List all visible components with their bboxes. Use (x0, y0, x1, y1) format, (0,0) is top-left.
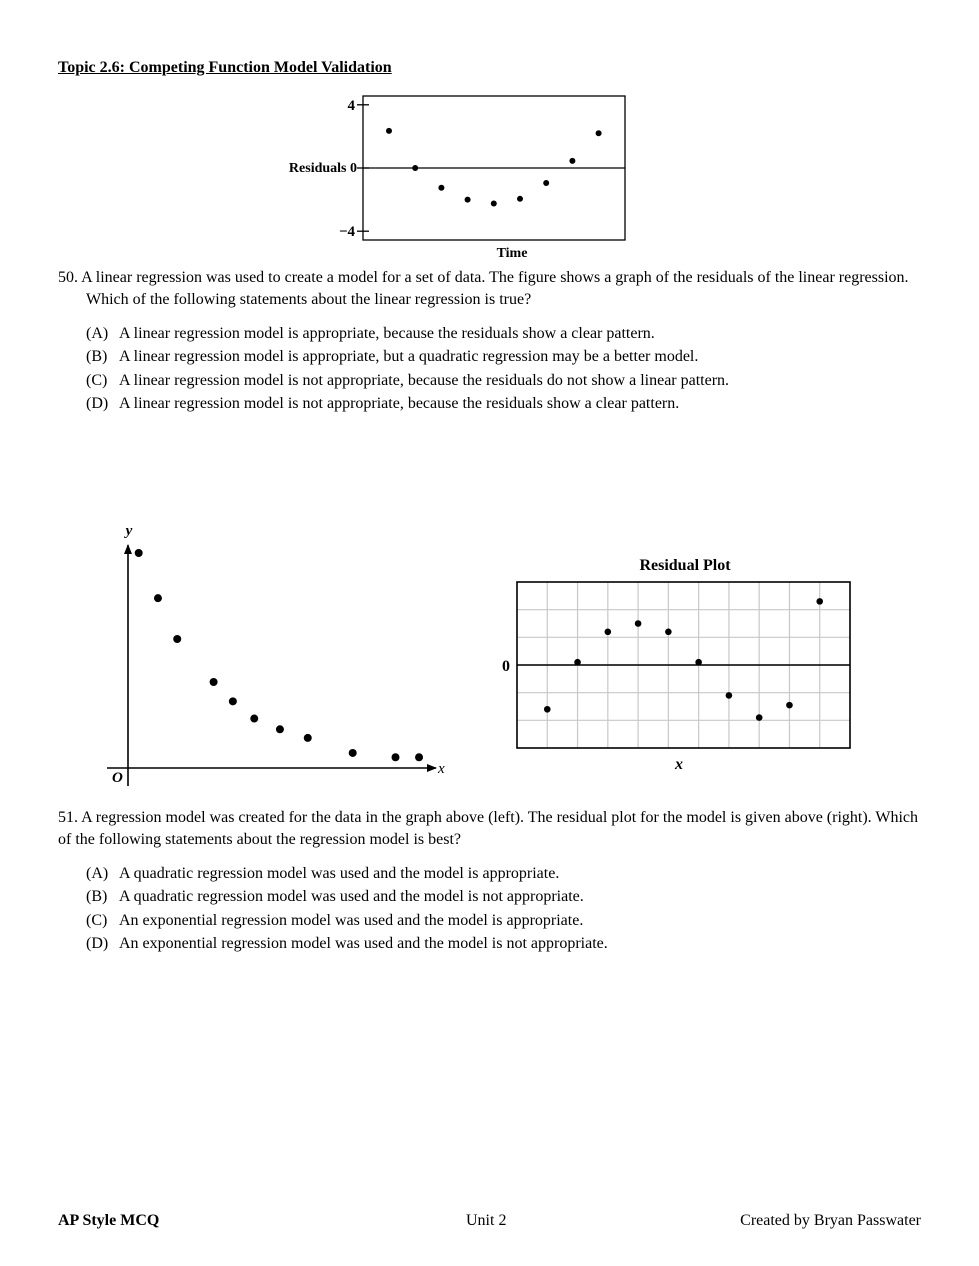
footer-author: Created by Bryan Passwater (740, 1212, 921, 1229)
svg-text:−4: −4 (338, 224, 355, 241)
origin-label: O (112, 770, 123, 786)
question-50-stem: 50. A linear regression was used to create a model for a set of data. The figure shows a graph of the residuals of the linear regression. Which of the following statements about the linear regression is true? (58, 269, 909, 308)
chart3-title: Residual Plot (639, 557, 731, 574)
choice-text: An exponential regression model was used and the model is appropriate. (119, 911, 584, 929)
data-point (816, 598, 823, 605)
data-point (415, 753, 423, 761)
choice-50-a[interactable] (86, 322, 928, 345)
chart1-points (386, 128, 602, 207)
question-51-choices (58, 862, 928, 955)
data-point (786, 702, 793, 709)
chart1-y-label: Residuals 0 (288, 161, 357, 176)
data-point (517, 196, 523, 202)
choice-text: A quadratic regression model was used and the model is not appropriate. (119, 888, 584, 906)
chart3-zero-label: 0 (502, 658, 510, 675)
choice-letter: (D) (86, 394, 109, 412)
chart2-y-label: y (125, 523, 133, 539)
chart2-x-label: x (438, 761, 445, 777)
data-point (154, 594, 162, 602)
choice-text: An exponential regression model was used and the model is not appropriate. (119, 934, 608, 952)
footer-unit: Unit 2 (466, 1212, 507, 1229)
choice-51-d[interactable] (86, 932, 928, 955)
choice-51-a[interactable] (86, 862, 928, 885)
data-point (438, 185, 444, 191)
data-point (695, 659, 702, 666)
data-point (574, 659, 581, 666)
choice-50-c[interactable] (86, 369, 928, 392)
data-scatter-chart (100, 515, 450, 790)
choice-text: A linear regression model is not appropriate, because the residuals do not show a linear pattern. (119, 371, 730, 389)
data-point (465, 197, 471, 203)
choice-text: A linear regression model is not appropriate, because the residuals show a clear pattern. (119, 394, 680, 412)
data-point (544, 706, 551, 713)
data-point (726, 692, 733, 699)
data-point (276, 725, 284, 733)
data-point (135, 549, 143, 557)
residual-plot-chart (495, 550, 860, 775)
choice-letter: (C) (86, 371, 108, 389)
question-50 (58, 267, 928, 415)
data-point (543, 180, 549, 186)
data-point (173, 635, 181, 643)
chart3-x-label: x (675, 756, 683, 773)
choice-51-c[interactable] (86, 909, 928, 932)
choice-text: A quadratic regression model was used and the model is appropriate. (119, 865, 560, 882)
chart1-x-label: Time (496, 246, 528, 261)
choice-text: A linear regression model is appropriate, but a quadratic regression may be a better model. (119, 348, 699, 366)
data-point (250, 715, 258, 723)
choice-50-d[interactable] (86, 392, 928, 415)
data-point (596, 130, 602, 136)
residuals-vs-time-chart (270, 88, 640, 268)
svg-text:4: 4 (347, 97, 355, 114)
chart3-points (544, 598, 823, 721)
choice-letter: (B) (86, 348, 108, 366)
question-51-stem: 51. A regression model was created for the data in the graph above (left). The residual plot for the model is given above (right). Which of the following statements about the regression model is best? (58, 809, 919, 848)
data-point (386, 128, 392, 134)
chart2-points (135, 549, 423, 761)
data-point (412, 165, 418, 171)
data-point (569, 158, 575, 164)
data-point (635, 620, 642, 627)
data-point (229, 697, 237, 705)
data-point (210, 678, 218, 686)
data-point (349, 749, 357, 757)
question-51 (58, 807, 928, 955)
choice-letter: (C) (86, 911, 108, 929)
choice-letter: (A) (86, 325, 109, 342)
footer-course: AP Style MCQ (58, 1212, 160, 1229)
choice-letter: (D) (86, 934, 109, 952)
choice-letter: (B) (86, 888, 108, 906)
data-point (665, 629, 672, 636)
page-title: Topic 2.6: Competing Function Model Validation (58, 59, 392, 76)
question-50-choices (58, 322, 928, 415)
choice-text: A linear regression model is appropriate, because the residuals show a clear pattern. (119, 325, 655, 342)
data-point (392, 753, 400, 761)
data-point (605, 629, 612, 636)
choice-50-b[interactable] (86, 345, 928, 368)
data-point (491, 201, 497, 207)
choice-51-b[interactable] (86, 885, 928, 908)
choice-letter: (A) (86, 865, 109, 882)
data-point (304, 734, 312, 742)
data-point (756, 714, 763, 721)
